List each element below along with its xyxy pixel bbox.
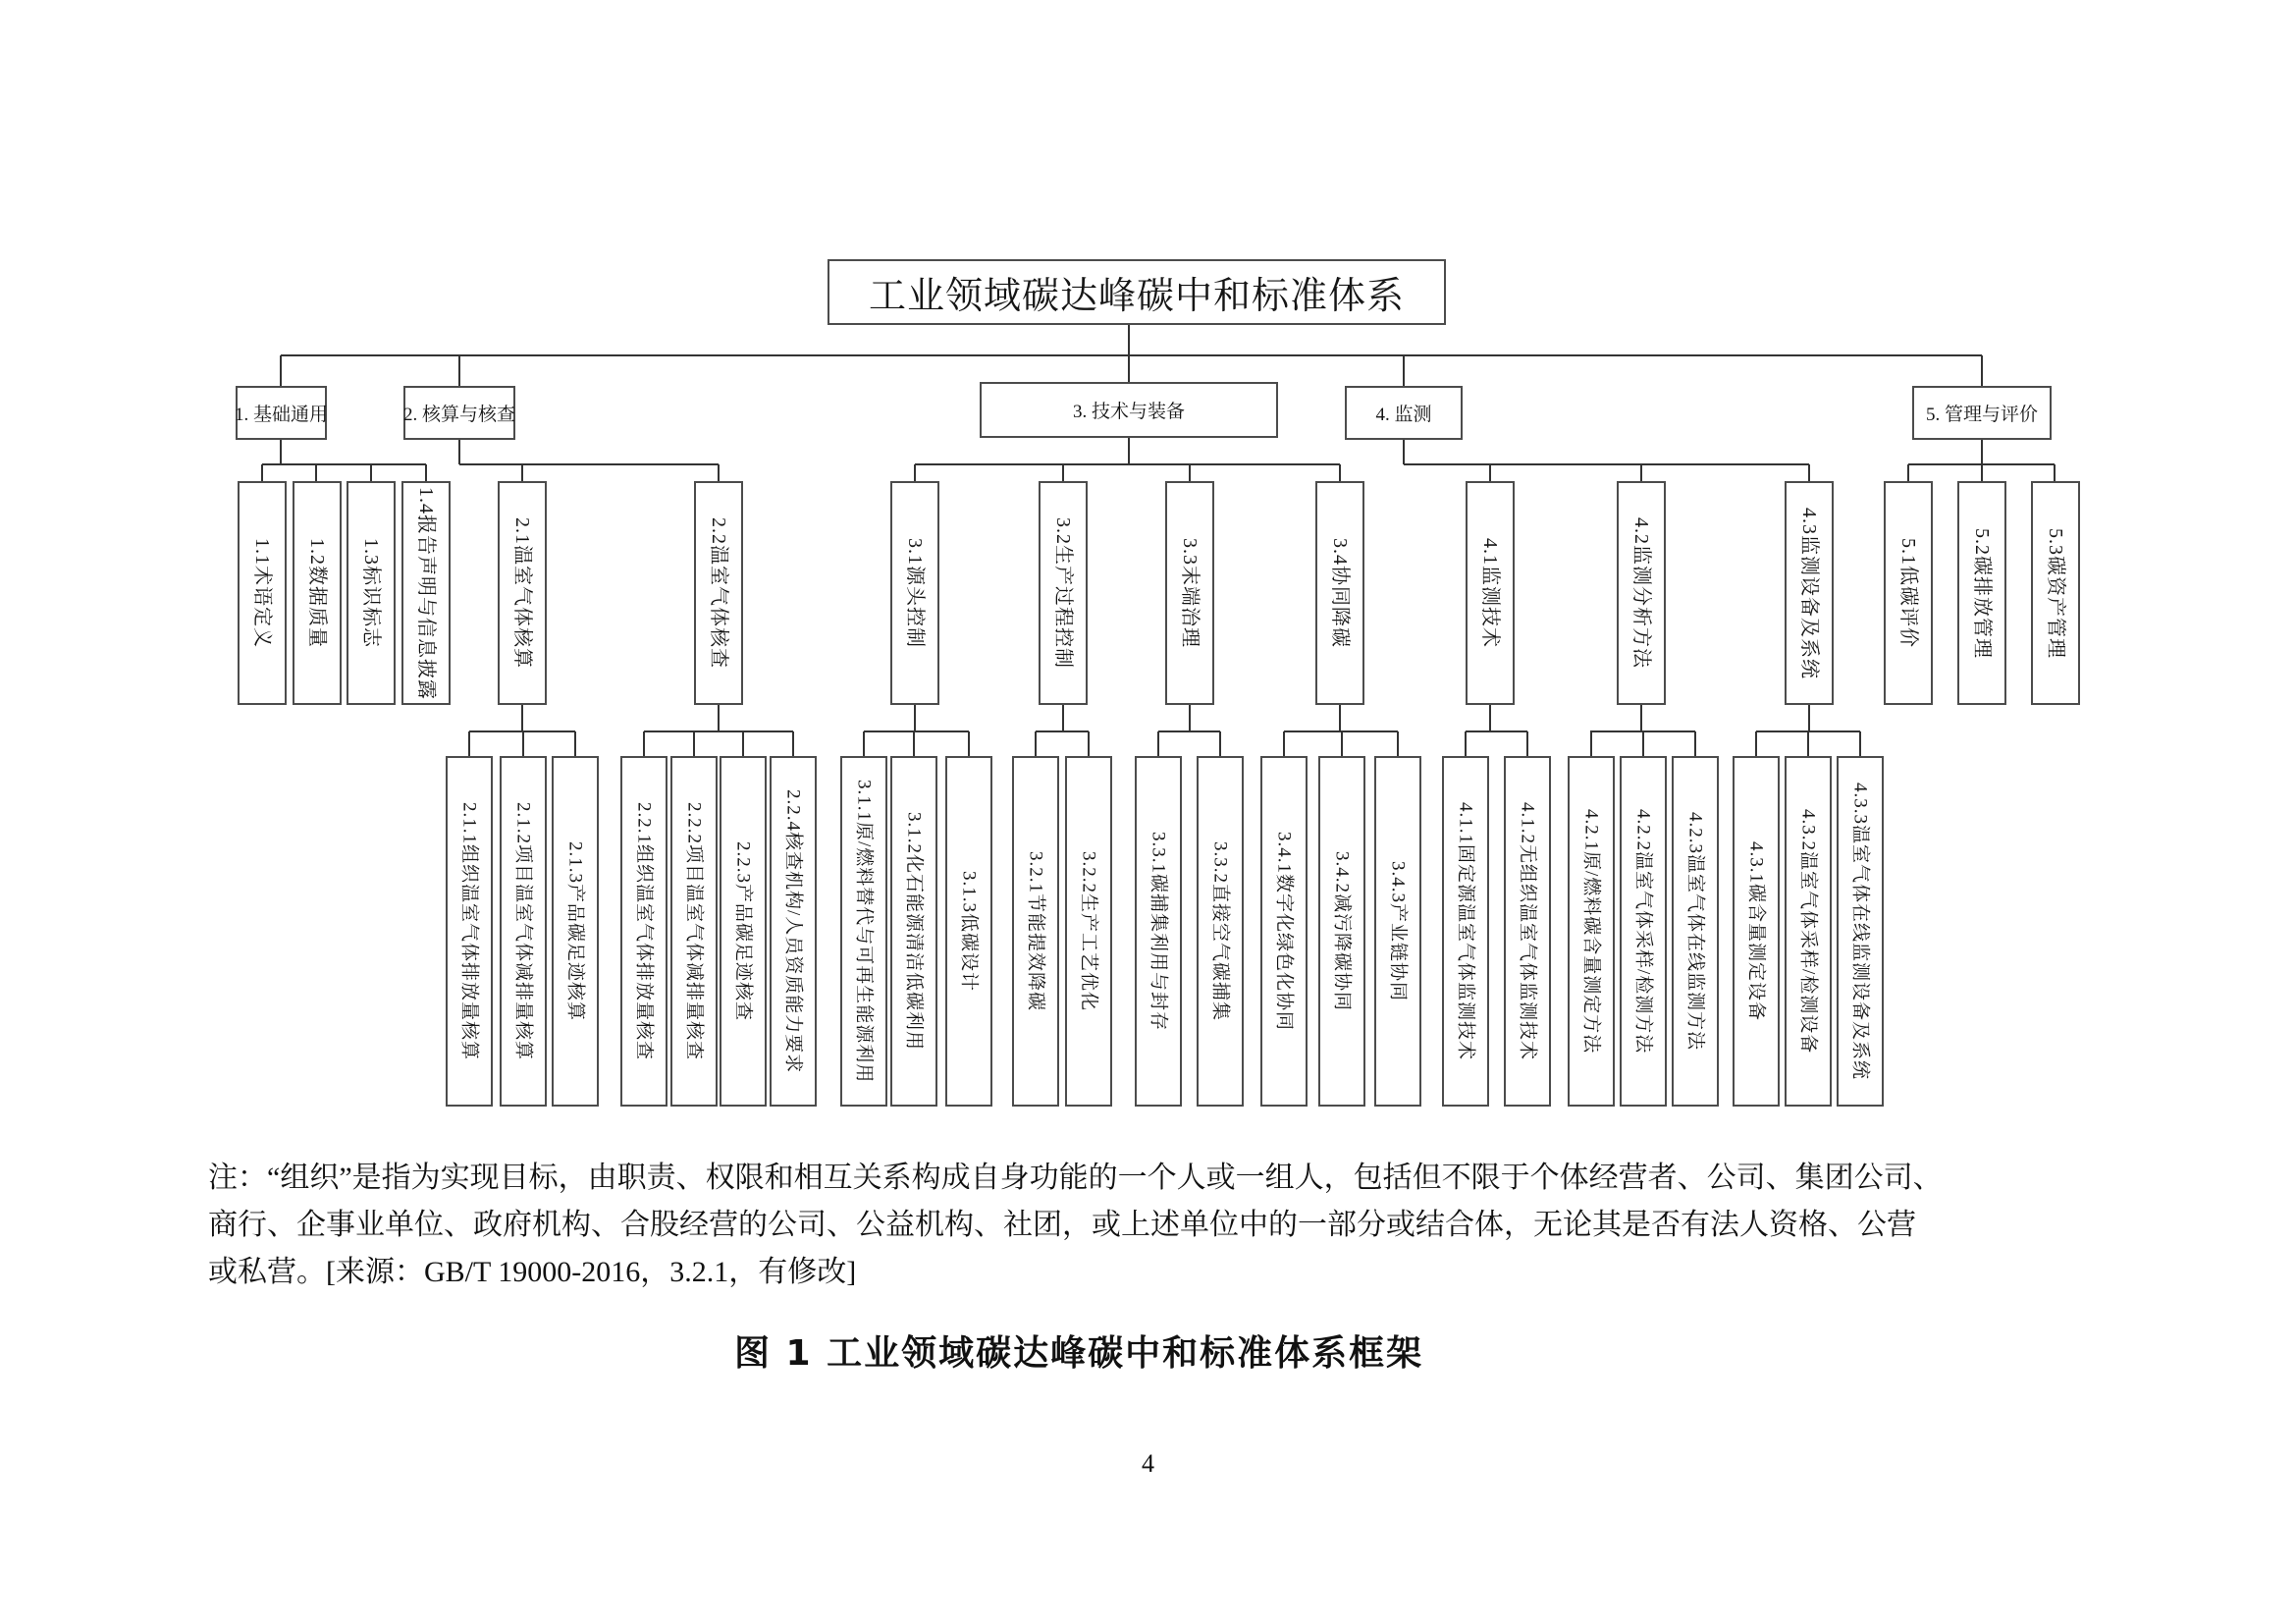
node-4-1: 4.1监测技术 [1466, 481, 1515, 705]
node-3-1-1: 3.1.1原/燃料替代与可再生能源利用 [840, 756, 887, 1107]
node-2-1-3: 2.1.3产品碳足迹核算 [552, 756, 599, 1107]
node-3-2-1: 3.2.1节能提效降碳 [1012, 756, 1059, 1107]
node-2-2: 2.2温室气体核查 [694, 481, 743, 705]
node-1-2: 1.2数据质量 [293, 481, 342, 705]
node-3-2: 3.2生产过程控制 [1039, 481, 1088, 705]
node-3-4-2: 3.4.2减污降碳协同 [1318, 756, 1365, 1107]
node-1-4: 1.4报告声明与信息披露 [401, 481, 451, 705]
note-line-1: 注：“组织”是指为实现目标，由职责、权限和相互关系构成自身功能的一个人或一组人，包括但不限于个体经营者、公司、集团公司、 [208, 1162, 1943, 1194]
node-4-2-3: 4.2.3温室气体在线监测方法 [1672, 756, 1719, 1107]
node-2-1-2: 2.1.2项目温室气体减排量核算 [500, 756, 547, 1107]
category-node-4: 4. 监测 [1345, 386, 1463, 440]
node-4-2: 4.2监测分析方法 [1617, 481, 1666, 705]
node-4-3-3: 4.3.3温室气体在线监测设备及系统 [1837, 756, 1884, 1107]
note-line-2: 商行、企事业单位、政府机构、合股经营的公司、公益机构、社团，或上述单位中的一部分或结合体，无论其是否有法人资格、公营 [208, 1209, 1916, 1241]
node-3-4-1: 3.4.1数字化绿色化协同 [1260, 756, 1308, 1107]
note-line-3: 或私营。[来源：GB/T 19000-2016，3.2.1，有修改] [208, 1256, 857, 1288]
node-3-3-2: 3.3.2直接空气碳捕集 [1197, 756, 1244, 1107]
category-node-3: 3. 技术与装备 [980, 382, 1278, 438]
category-node-1: 1. 基础通用 [236, 386, 327, 440]
connector-categories-to-level3 [262, 438, 2055, 481]
node-3-1-2: 3.1.2化石能源清洁低碳利用 [890, 756, 937, 1107]
node-2-2-4: 2.2.4核查机构/人员资质能力要求 [770, 756, 817, 1107]
node-4-2-2: 4.2.2温室气体采样/检测方法 [1620, 756, 1667, 1107]
node-3-1-3: 3.1.3低碳设计 [945, 756, 992, 1107]
node-5-3: 5.3碳资产管理 [2031, 481, 2080, 705]
node-4-3-2: 4.3.2温室气体采样/检测设备 [1785, 756, 1832, 1107]
node-4-3-1: 4.3.1碳含量测定设备 [1733, 756, 1780, 1107]
category-node-5: 5. 管理与评价 [1912, 386, 2052, 440]
node-2-1: 2.1温室气体核算 [498, 481, 547, 705]
node-2-1-1: 2.1.1组织温室气体排放量核算 [446, 756, 493, 1107]
node-4-3: 4.3监测设备及系统 [1785, 481, 1834, 705]
node-1-1: 1.1术语定义 [238, 481, 287, 705]
node-5-1: 5.1低碳评价 [1884, 481, 1933, 705]
node-4-1-1: 4.1.1固定源温室气体监测技术 [1442, 756, 1489, 1107]
node-3-4-3: 3.4.3产业链协同 [1374, 756, 1421, 1107]
root-node: 工业领域碳达峰碳中和标准体系 [828, 259, 1446, 325]
node-3-3-1: 3.3.1碳捕集利用与封存 [1135, 756, 1182, 1107]
node-3-2-2: 3.2.2生产工艺优化 [1065, 756, 1112, 1107]
figure-note [208, 1155, 2162, 1296]
node-4-2-1: 4.2.1原/燃料碳含量测定方法 [1568, 756, 1615, 1107]
connector-level3-to-level4 [469, 705, 1860, 756]
node-1-3: 1.3标识标志 [347, 481, 396, 705]
page-number: 4 [1142, 1449, 1154, 1478]
category-node-2: 2. 核算与核查 [403, 386, 515, 440]
node-2-2-2: 2.2.2项目温室气体减排量核查 [670, 756, 718, 1107]
figure-caption: 图 1 工业领域碳达峰碳中和标准体系框架 [734, 1333, 1424, 1374]
node-3-3: 3.3末端治理 [1165, 481, 1214, 705]
connector-root-to-categories [281, 325, 1982, 386]
node-2-2-3: 2.2.3产品碳足迹核查 [720, 756, 767, 1107]
node-2-2-1: 2.2.1组织温室气体排放量核查 [620, 756, 667, 1107]
node-3-1: 3.1源头控制 [890, 481, 939, 705]
node-3-4: 3.4协同降碳 [1315, 481, 1364, 705]
node-4-1-2: 4.1.2无组织温室气体监测技术 [1504, 756, 1551, 1107]
node-5-2: 5.2碳排放管理 [1957, 481, 2006, 705]
